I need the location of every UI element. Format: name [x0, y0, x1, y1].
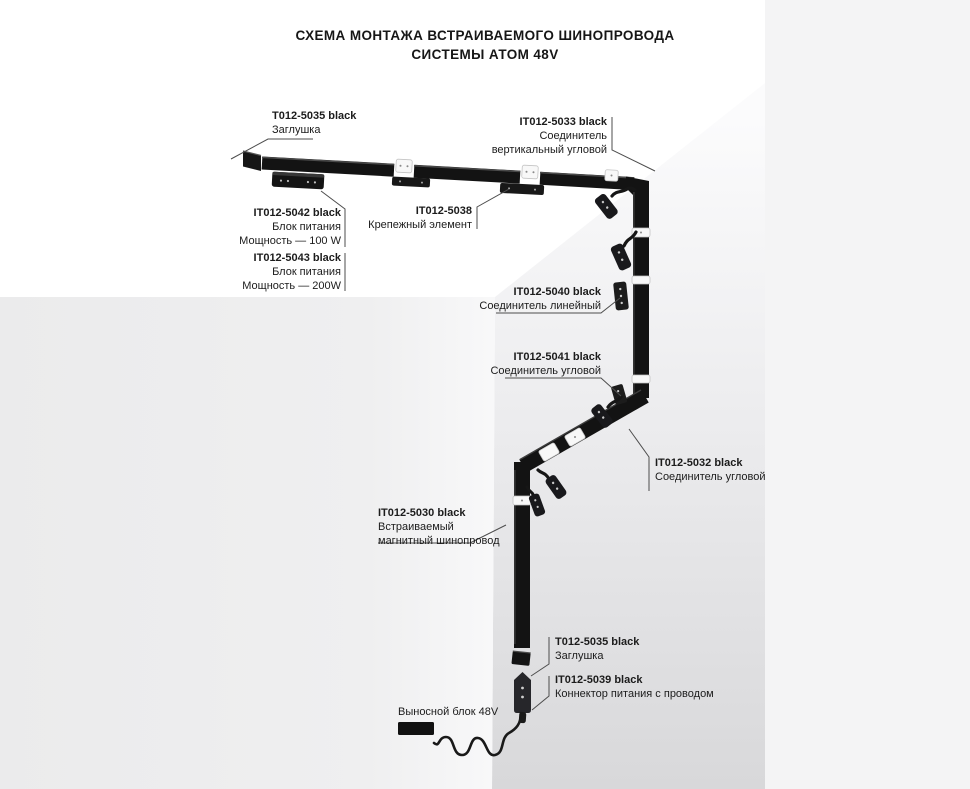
part-desc: Заглушка: [272, 123, 321, 136]
part-desc: Крепежный элемент: [368, 218, 472, 231]
part-code: IT012-5032 black: [655, 457, 743, 469]
power-supply-block: [272, 172, 325, 190]
part-desc: Выносной блок 48V: [398, 706, 499, 718]
page-title: [0, 26, 970, 64]
joint-clip: [396, 159, 413, 173]
part-code: IT012-5041 black: [513, 351, 601, 363]
track-segment: [414, 171, 520, 177]
part-desc: Блок питания: [272, 265, 341, 278]
label-end-cap-bottom: [555, 636, 639, 664]
part-desc: вертикальный угловой: [491, 143, 607, 156]
joint-clip: [522, 165, 539, 179]
label-end-cap-top: [272, 110, 356, 138]
part-code: IT012-5043 black: [253, 252, 341, 264]
part-code: IT012-5042 black: [253, 207, 341, 219]
part-desc: Мощность — 200W: [242, 279, 341, 292]
part-desc: магнитный шинопровод: [378, 534, 500, 547]
part-desc: Соединитель угловой: [490, 364, 601, 377]
joint-clip: [632, 276, 650, 284]
part-desc: Соединитель линейный: [479, 299, 601, 312]
part-desc: Коннектор питания с проводом: [555, 687, 714, 700]
joint-clip: [605, 170, 619, 182]
label-vertical-corner-connector: [492, 116, 607, 157]
label-psu-100w: [239, 207, 341, 248]
label-recessed-track: [378, 507, 500, 548]
part-desc: Соединитель угловой: [655, 470, 766, 483]
side-panel: [765, 0, 970, 789]
part-code: T012-5035 black: [272, 110, 357, 122]
end-cap-bottom: [511, 651, 530, 666]
label-corner-connector-5032: [655, 457, 766, 485]
remote-driver-block: [398, 722, 434, 735]
part-desc: Мощность — 100 W: [239, 234, 341, 247]
title-line-1: СХЕМА МОНТАЖА ВСТРАИВАЕМОГО ШИНОПРОВОДА: [295, 28, 675, 43]
label-power-connector: [555, 674, 714, 702]
part-desc: Блок питания: [272, 220, 341, 233]
part-code: IT012-5040 black: [513, 286, 601, 298]
label-psu-200w: [242, 252, 341, 293]
part-code: T012-5035 black: [555, 636, 640, 648]
part-desc: Соединитель: [539, 129, 607, 142]
part-desc: Встраиваемый: [378, 520, 454, 533]
part-code: IT012-5039 black: [555, 674, 643, 686]
part-code: IT012-5038: [415, 205, 472, 217]
label-linear-connector: [479, 286, 601, 314]
joint-clip: [632, 375, 650, 383]
label-corner-connector-5041: [490, 351, 601, 379]
part-code: IT012-5030 black: [378, 507, 466, 519]
joint-clip: [513, 496, 531, 505]
part-desc: Заглушка: [555, 649, 604, 662]
label-remote-driver: [398, 706, 498, 720]
title-line-2: СИСТЕМЫ АТОМ 48V: [411, 47, 559, 62]
track-segment: [540, 178, 634, 183]
part-code: IT012-5033 black: [519, 116, 607, 128]
label-fixing-bracket: [368, 205, 472, 233]
